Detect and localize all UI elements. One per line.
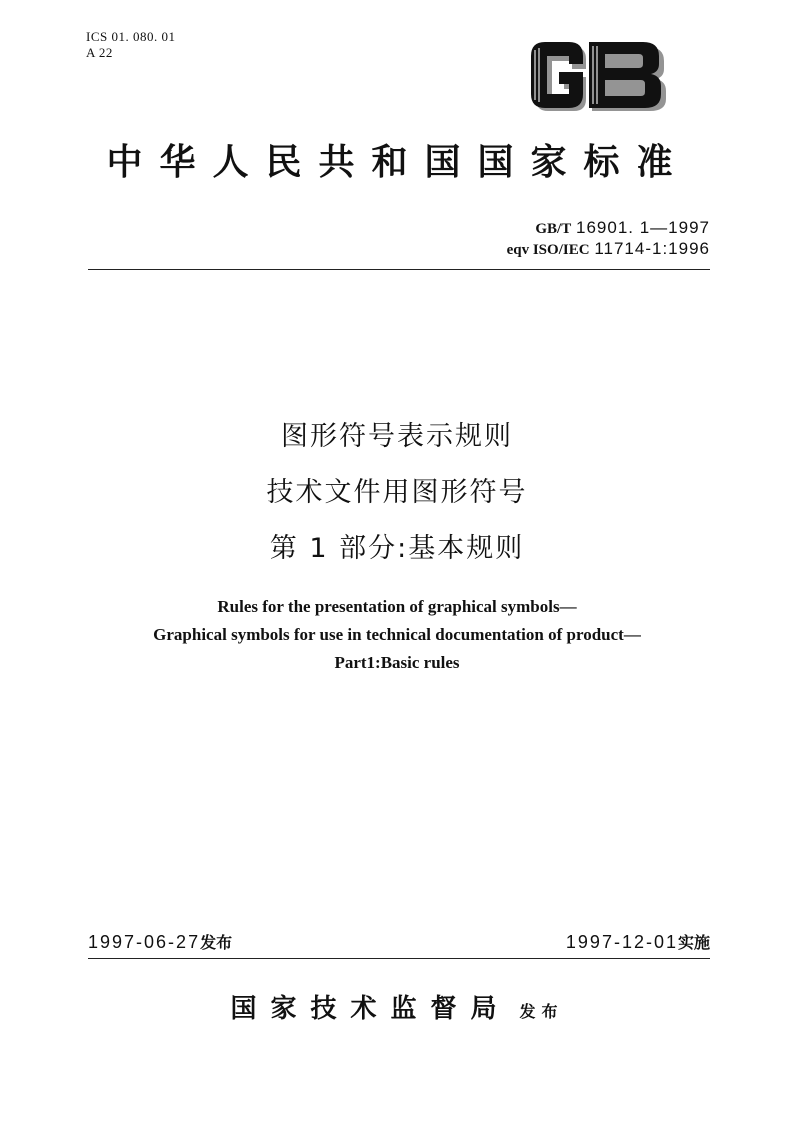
en-title-line-1: Rules for the presentation of graphical symbols— <box>217 597 577 616</box>
gb-logo <box>527 38 669 114</box>
issue-date-block <box>88 930 232 955</box>
top-divider <box>88 269 710 270</box>
issuer-organization: 国家技术监督局 <box>230 994 511 1024</box>
effective-date: 1997-12-01 <box>565 932 678 952</box>
eqv-standard-number <box>507 239 710 260</box>
issue-date: 1997-06-27 <box>88 932 201 952</box>
ccs-code: A 22 <box>86 45 113 60</box>
effective-date-block <box>566 930 710 955</box>
issue-label: 发布 <box>200 933 233 952</box>
issuer-action: 发布 <box>519 1002 564 1021</box>
cn-title-line-3: 第 1 部分:基本规则 <box>269 533 525 564</box>
effective-label: 实施 <box>677 933 710 952</box>
eqv-number: 11714-1:1996 <box>594 239 710 258</box>
bottom-divider <box>88 958 710 959</box>
standard-number-block <box>507 218 710 260</box>
eqv-prefix: eqv ISO/IEC <box>506 242 590 258</box>
cn-title-line-2: 技术文件用图形符号 <box>266 477 528 508</box>
gb-number: 16901. 1—1997 <box>576 218 710 237</box>
national-standard-title: 中华人民共和国国家标准 <box>106 141 690 183</box>
ics-code: ICS 01. 080. 01 <box>86 29 176 44</box>
gb-prefix: GB/T <box>535 221 572 237</box>
cn-title-line-1: 图形符号表示规则 <box>281 421 513 452</box>
classification-codes <box>86 29 175 61</box>
en-title-line-3: Part1:Basic rules <box>334 653 460 672</box>
en-title-line-2: Graphical symbols for use in technical documentation of product— <box>153 625 641 644</box>
issuer-block <box>0 988 794 1025</box>
gb-standard-number <box>507 218 710 239</box>
